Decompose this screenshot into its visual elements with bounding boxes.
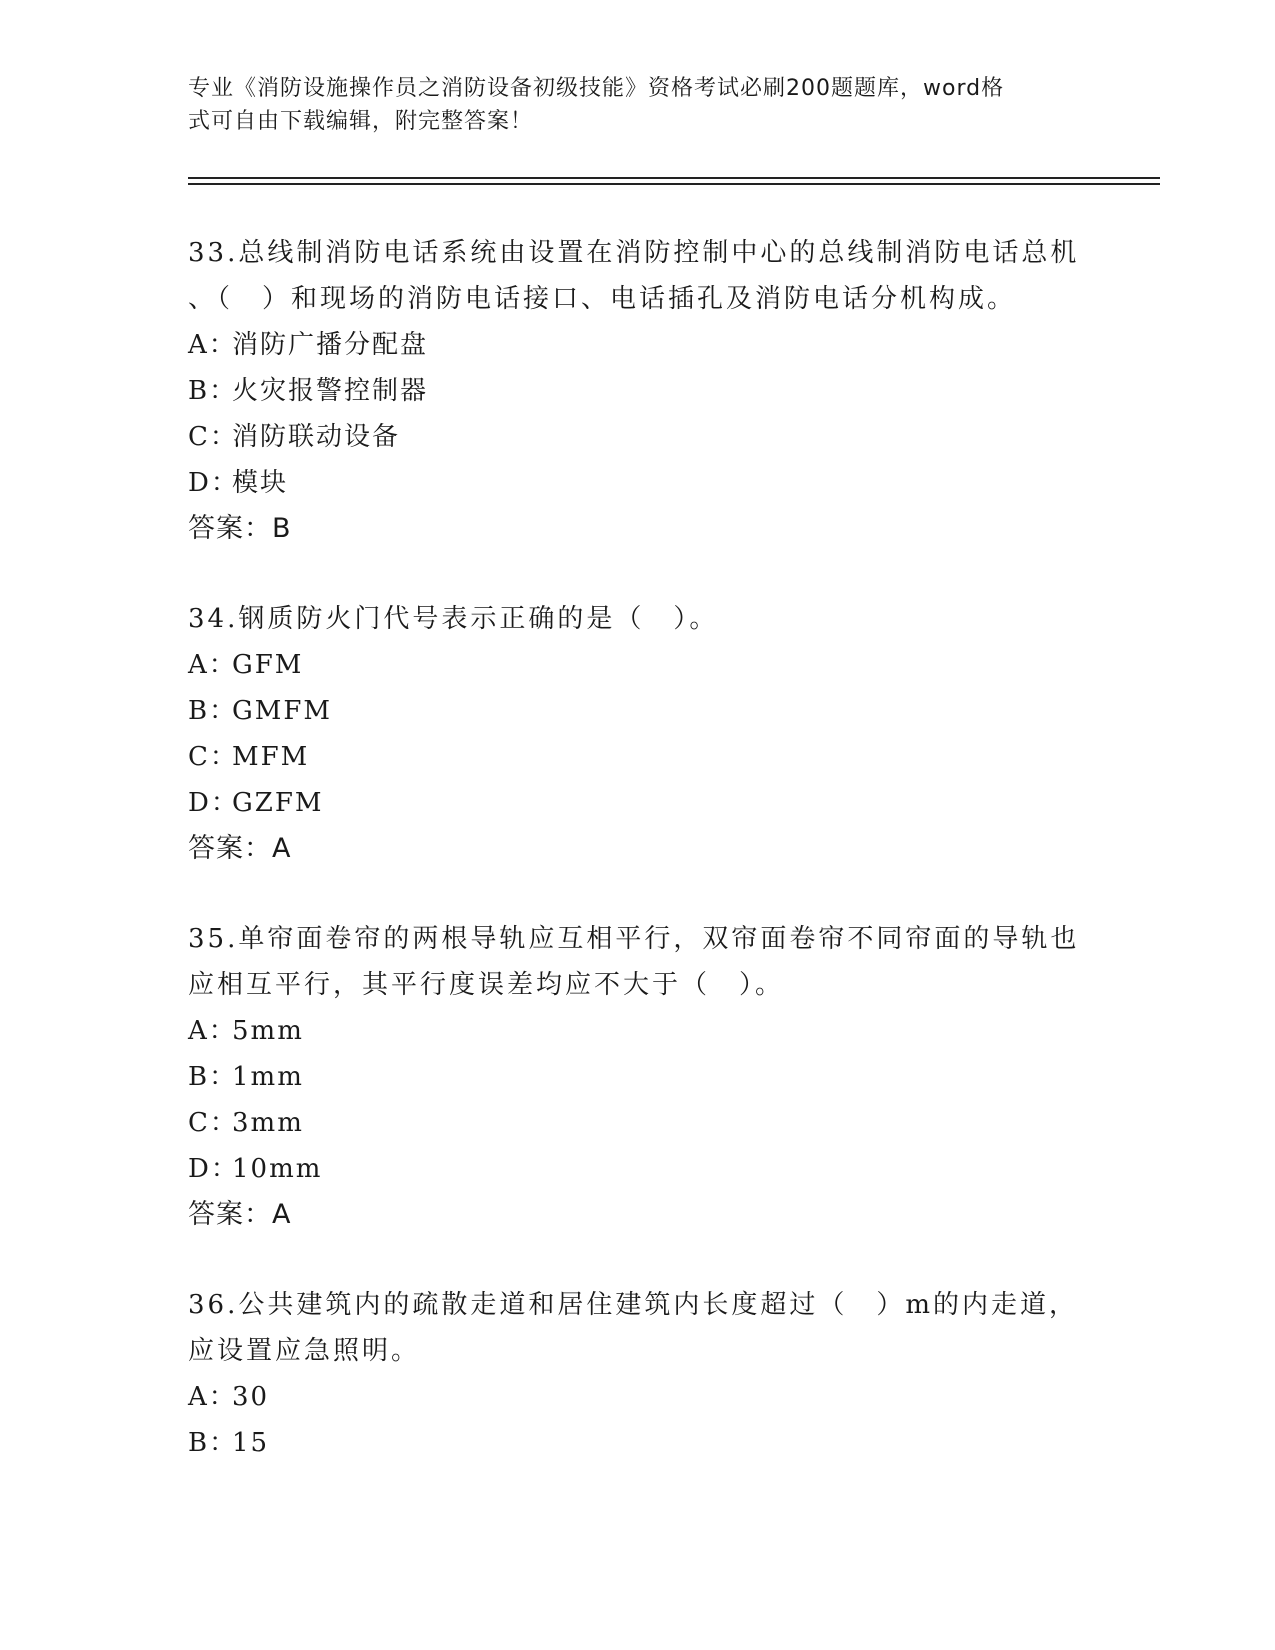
option-a	[188, 1008, 1088, 1054]
option-key: C：	[188, 422, 238, 452]
option-key: D：	[188, 468, 239, 498]
option-text: 10mm	[232, 1154, 323, 1184]
option-a	[188, 642, 1088, 688]
question-36	[188, 1282, 1088, 1466]
answer-line: 答案：A	[188, 833, 292, 864]
question-stem-line: 35.单帘面卷帘的两根导轨应互相平行，双帘面卷帘不同帘面的导轨也	[188, 924, 1080, 954]
option-text: 消防联动设备	[232, 422, 401, 452]
question-stem-line: 33.总线制消防电话系统由设置在消防控制中心的总线制消防电话总机	[188, 238, 1080, 268]
header-line-1: 专业《消防设施操作员之消防设备初级技能》资格考试必刷200题题库，word格	[188, 76, 1005, 101]
option-text: 3mm	[232, 1108, 304, 1138]
document-header	[188, 72, 1088, 138]
question-34	[188, 596, 1088, 872]
option-a	[188, 1374, 1088, 1420]
question-33	[188, 230, 1088, 552]
option-key: B：	[188, 696, 238, 726]
option-b	[188, 1054, 1088, 1100]
option-b	[188, 1420, 1088, 1466]
option-text: GFM	[232, 650, 304, 680]
option-text: GMFM	[232, 696, 333, 726]
question-stem-line: 应设置应急照明。	[188, 1336, 421, 1366]
option-a	[188, 322, 1088, 368]
option-text: 模块	[232, 468, 289, 498]
option-key: B：	[188, 1062, 238, 1092]
question-stem-line: 34.钢质防火门代号表示正确的是（ ）。	[188, 604, 719, 634]
option-c	[188, 1100, 1088, 1146]
option-c	[188, 414, 1088, 460]
option-key: A：	[188, 330, 237, 360]
answer-line: 答案：B	[188, 513, 292, 544]
answer-line: 答案：A	[188, 1199, 292, 1230]
option-key: D：	[188, 1154, 239, 1184]
option-d	[188, 460, 1088, 506]
option-key: C：	[188, 742, 238, 772]
question-stem-line: 36.公共建筑内的疏散走道和居住建筑内长度超过（ ）m的内走道，	[188, 1290, 1079, 1320]
option-key: D：	[188, 788, 239, 818]
option-key: A：	[188, 650, 237, 680]
option-text: MFM	[232, 742, 310, 772]
option-key: B：	[188, 1428, 238, 1458]
option-text: 15	[232, 1428, 270, 1458]
question-stem-line: 、（ ）和现场的消防电话接口、电话插孔及消防电话分机构成。	[188, 284, 1017, 314]
option-c	[188, 734, 1088, 780]
header-divider-bottom	[188, 183, 1160, 185]
option-text: 火灾报警控制器	[232, 376, 429, 406]
option-key: B：	[188, 376, 238, 406]
option-text: 5mm	[232, 1016, 304, 1046]
option-text: 1mm	[232, 1062, 304, 1092]
option-text: GZFM	[232, 788, 324, 818]
option-key: A：	[188, 1382, 237, 1412]
option-b	[188, 368, 1088, 414]
question-stem-line: 应相互平行，其平行度误差均应不大于（ ）。	[188, 970, 785, 1000]
question-35	[188, 916, 1088, 1238]
option-text: 消防广播分配盘	[232, 330, 429, 360]
option-text: 30	[232, 1382, 270, 1412]
header-divider-top	[188, 177, 1160, 179]
option-d	[188, 1146, 1088, 1192]
header-line-2: 式可自由下载编辑，附完整答案！	[188, 109, 534, 134]
option-key: C：	[188, 1108, 238, 1138]
option-d	[188, 780, 1088, 826]
option-key: A：	[188, 1016, 237, 1046]
option-b	[188, 688, 1088, 734]
